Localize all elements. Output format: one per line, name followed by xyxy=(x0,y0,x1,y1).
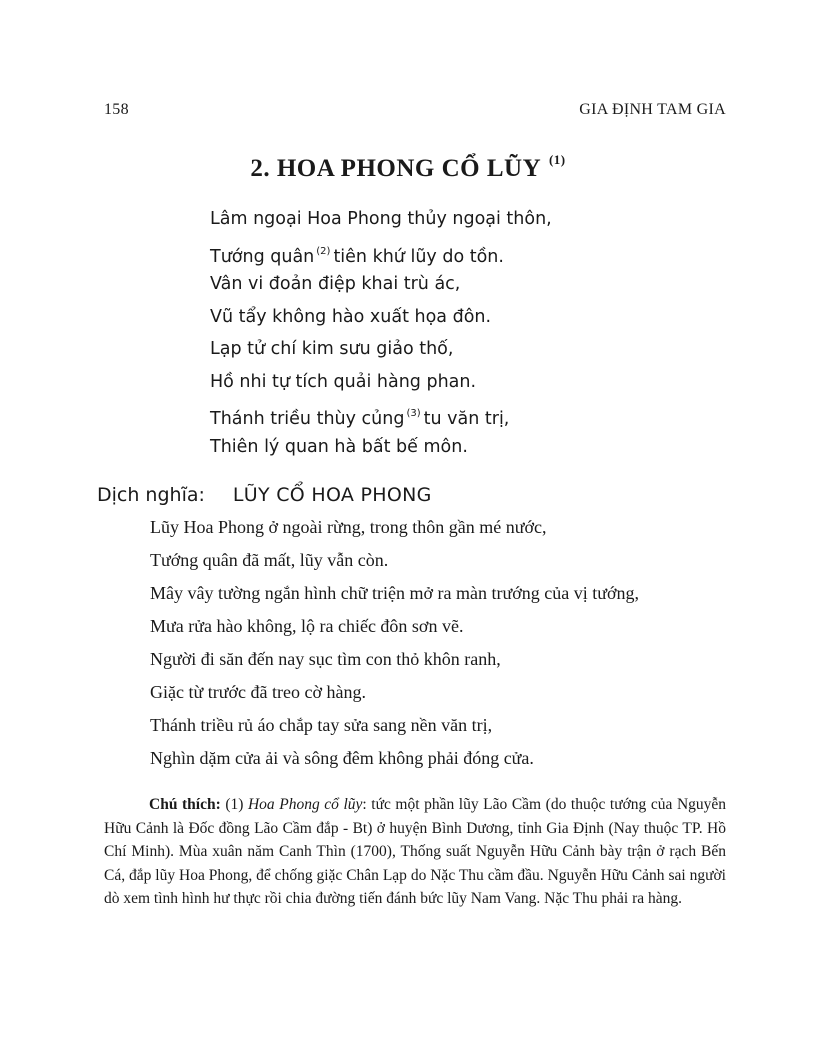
poem-line-text: tiên khứ lũy do tồn. xyxy=(333,246,504,267)
running-title: GIA ĐỊNH TAM GIA xyxy=(579,101,726,118)
footnote-paragraph xyxy=(104,793,726,911)
poem-line xyxy=(210,301,552,334)
poem-title-text: 2. HOA PHONG CỔ LŨY xyxy=(250,155,541,182)
translation-line: Giặc từ trước đã treo cờ hàng. xyxy=(150,682,366,702)
footnote xyxy=(104,793,726,911)
poem-line-text: Vân vi đoản điệp khai trù ác, xyxy=(210,274,461,294)
footnote-marker: (3) xyxy=(406,408,421,419)
footnote-text: : tức một phần lũy Lão Cầm (do thuộc tướng của Nguyễn Hữu Cảnh là Đốc đồng Lão Cầm đắp - Bt) ở huyện Bình Dương, tỉnh Gia Định (Nay thuộc TP. Hồ Chí Minh). Mùa xuân năm Canh Thìn (1700), Thống suất Nguyễn Hữu Cảnh bày trận ở rạch Bến Cá, đắp lũy Hoa Phong, để chống giặc Chân Lạp do Nặc Thu cầm đầu. Nguyễn Hữu Cảnh sai người dò xem tình hình hư thực rồi chia đường tiến đánh bức lũy Nam Vang. Nặc Thu phải ra hàng. xyxy=(104,796,727,907)
poem-line xyxy=(210,431,552,464)
poem-line-text: Vũ tẩy không hào xuất họa đôn. xyxy=(210,306,492,327)
poem-line-text: Thánh triều thùy củng xyxy=(210,409,405,429)
poem-line-text: Thiên lý quan hà bất bế môn. xyxy=(210,436,468,457)
poem-line-text: Tướng quân xyxy=(210,246,315,267)
translation-line: Thánh triều rủ áo chắp tay sửa sang nền văn trị, xyxy=(150,715,493,735)
poem-body xyxy=(210,203,552,463)
poem-line xyxy=(210,333,552,366)
poem-line xyxy=(210,366,552,399)
poem-line-text: Lâm ngoại Hoa Phong thủy ngoại thôn, xyxy=(210,209,552,229)
footnote-number: (1) xyxy=(225,796,244,813)
translation-body xyxy=(150,514,735,778)
poem-line xyxy=(210,236,552,269)
translation-line: Người đi săn đến nay sục tìm con thỏ khôn ranh, xyxy=(150,649,501,669)
translation-line: Mây vây tường ngắn hình chữ triện mở ra màn trướng của vị tướng, xyxy=(150,583,639,603)
footnote-term: Hoa Phong cổ lũy xyxy=(247,796,363,813)
running-header xyxy=(104,101,726,125)
translation-title: LŨY CỔ HOA PHONG xyxy=(232,484,432,506)
translation-line: Nghìn dặm cửa ải và sông đêm không phải đóng cửa. xyxy=(150,748,534,768)
poem-line xyxy=(210,268,552,301)
translation-label: Dịch nghĩa: xyxy=(97,484,205,506)
footnote-marker: (2) xyxy=(316,245,331,257)
translation-heading xyxy=(97,484,432,506)
poem-line-text: tu văn trị, xyxy=(423,409,510,429)
translation-line: Mưa rửa hào không, lộ ra chiếc đôn sơn vẽ. xyxy=(150,616,464,636)
footnote-marker: (1) xyxy=(548,152,566,167)
page-number: 158 xyxy=(104,101,129,118)
poem-line-text: Lạp tử chí kim sưu giảo thố, xyxy=(210,339,454,359)
footnote-label: Chú thích: xyxy=(149,796,221,813)
poem-line-text: Hồ nhi tự tích quải hàng phan. xyxy=(210,371,477,392)
poem-line xyxy=(210,203,552,236)
poem-line xyxy=(210,398,552,431)
poem-title xyxy=(0,152,816,183)
translation-line: Lũy Hoa Phong ở ngoài rừng, trong thôn gần mé nước, xyxy=(150,517,547,537)
translation-line: Tướng quân đã mất, lũy vẫn còn. xyxy=(150,550,389,570)
